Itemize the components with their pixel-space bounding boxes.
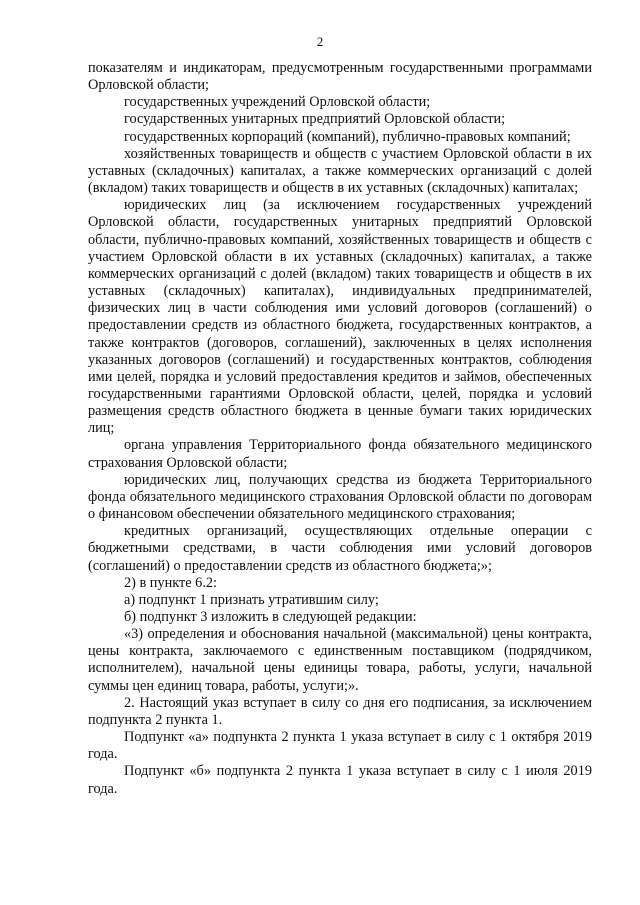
paragraph: 2) в пункте 6.2:: [124, 574, 218, 591]
paragraph: 2. Настоящий указ вступает в силу со дня его подписания, за исключением подпункта 2 пункта 1.: [88, 694, 592, 728]
paragraph: юридических лиц (за исключением государственных учреждений Орловской области, государственных унитарных предприятий Орловской области, публично-правовых компаний, хозяйственных товариществ и обществ с участием Орловской области в их уставных (складочных) капиталах, а также коммерческих организаций с долей (вкладом) таких товариществ и обществ в их уставных (складочных) капиталах), индивидуальных предпринимателей, физических лиц в части соблюдения ими условий договоров (соглашений) о предоставлении средств из областного бюджета, государственных контрактов, а также контрактов (договоров, соглашений), заключенных в целях исполнения указанных договоров (соглашений) и государственных контрактов, соблюдения ими целей, порядка и условий предоставления кредитов и займов, обеспеченных государственными гарантиями Орловской области, целей, порядка и условий размещения средств областного бюджета в ценные бумаги таких юридических лиц;: [88, 197, 592, 437]
paragraph: юридических лиц, получающих средства из бюджета Территориального фонда обязательного медицинского страхования Орловской области по договорам о финансовом обеспечении обязательного медицинского страхования;: [88, 471, 592, 523]
page-number: 2: [316, 34, 324, 49]
paragraph: Подпункт «а» подпункта 2 пункта 1 указа вступает в силу с 1 октября 2019 года.: [88, 729, 592, 763]
paragraph: Подпункт «б» подпункта 2 пункта 1 указа вступает в силу с 1 июля 2019 года.: [88, 763, 592, 797]
paragraph: хозяйственных товариществ и обществ с участием Орловской области в их уставных (складочных) капиталах, а также коммерческих организаций с долей (вкладом) таких товариществ и обществ в их уставных (складочных) капиталах;: [88, 145, 592, 197]
paragraph: б) подпункт 3 изложить в следующей редакции:: [124, 609, 417, 625]
paragraph: государственных учреждений Орловской области;: [124, 94, 431, 111]
paragraph: кредитных организаций, осуществляющих отдельные операции с бюджетными средствами, в части соблюдения ими условий договоров (соглашений) о предоставлении средств из областного бюджета;»;: [88, 523, 592, 574]
paragraph: а) подпункт 1 признать утратившим силу;: [124, 591, 379, 608]
document-body: [88, 60, 592, 798]
paragraph: «3) определения и обоснования начальной (максимальной) цены контракта, цены контракта, заключаемого с единственным поставщиком (подрядчиком, исполнителем), начальной цены единицы товара, работы, услуги, начальной суммы цен единиц товара, работы, услуги;».: [88, 626, 592, 694]
paragraph: государственных корпораций (компаний), публично-правовых компаний;: [124, 128, 571, 145]
paragraph: показателям и индикаторам, предусмотренным государственными программами Орловской области;: [88, 60, 592, 94]
paragraph: органа управления Территориального фонда обязательного медицинского страхования Орловской области;: [88, 437, 592, 471]
paragraph: государственных унитарных предприятий Орловской области;: [124, 111, 506, 128]
